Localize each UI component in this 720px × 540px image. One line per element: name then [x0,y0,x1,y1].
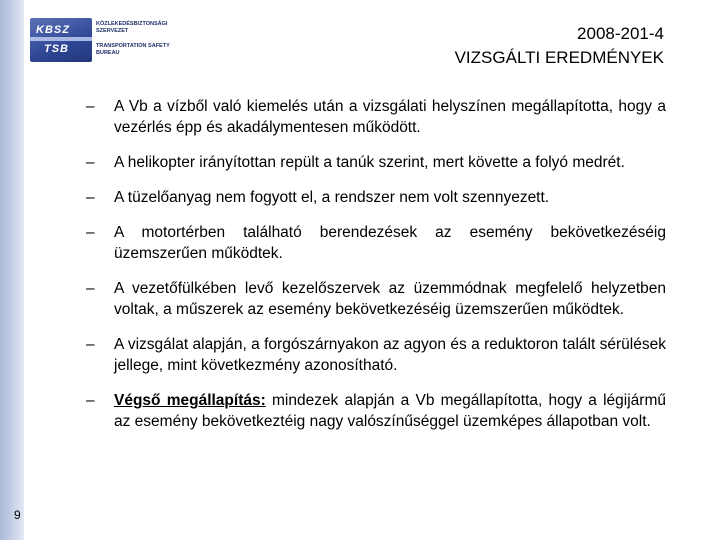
logo-swoosh [30,37,92,41]
finding-text: A helikopter irányítottan repült a tanúk szerint, mert követte a folyó medrét. [114,154,625,171]
org-line-hu-2: SZERVEZET [96,28,129,34]
left-sidebar-band [0,0,24,540]
final-finding-item [86,390,666,432]
finding-item [86,187,666,208]
bullet-dash: – [86,189,95,206]
finding-text: A vezetőfülkében levő kezelőszervek az üzemmódnak megfelelő helyzetben voltak, a műszerek az esemény bekövetkezéséig üzemszerűen működtek. [114,280,666,318]
finding-item [86,278,666,320]
org-line-en-1: TRANSPORTATION SAFETY [96,43,170,49]
slide-title [455,22,664,70]
bullet-dash: – [86,98,95,115]
finding-item [86,222,666,264]
organization-name [96,21,186,57]
org-line-en-2: BUREAU [96,50,120,56]
title-line-1: 2008-201-4 [577,24,664,43]
logo-mark-bottom: TSB [44,43,69,55]
title-line-2: VIZSGÁLTI EREDMÉNYEK [454,48,664,67]
logo-mark-top: KBSZ [36,24,70,36]
finding-text: A Vb a vízből való kiemelés után a vizsgálati helyszínen megállapította, hogy a vezérlés épp és akadálymentesen működött. [114,98,666,136]
final-finding-text: mindezek alapján a Vb megállapította, hogy a légijármű az esemény bekövetkeztéig nagy valószínűséggel üzemképes állapotban volt. [114,392,666,430]
finding-item [86,152,666,173]
page-number: 9 [14,508,21,522]
bullet-dash: – [86,224,95,241]
finding-text: A tüzelőanyag nem fogyott el, a rendszer nem volt szennyezett. [114,189,550,206]
finding-text: A motortérben található berendezések az esemény bekövetkezéséig üzemszerűen működtek. [114,224,666,262]
finding-item [86,334,666,376]
finding-text: A vizsgálat alapján, a forgószárnyakon az agyon és a reduktoron talált sérülések jellege, mint következmény azonosítható. [114,336,666,374]
bullet-dash: – [86,280,95,297]
finding-item [86,96,666,138]
final-finding-label: Végső megállapítás: [114,392,266,409]
bullet-dash: – [86,154,95,171]
bullet-dash: – [86,336,95,353]
findings-list [86,96,666,446]
kbsz-logo [30,18,92,62]
org-line-hu-1: KÖZLEKEDÉSBIZTONSÁGI [96,21,168,27]
bullet-dash: – [86,392,95,409]
